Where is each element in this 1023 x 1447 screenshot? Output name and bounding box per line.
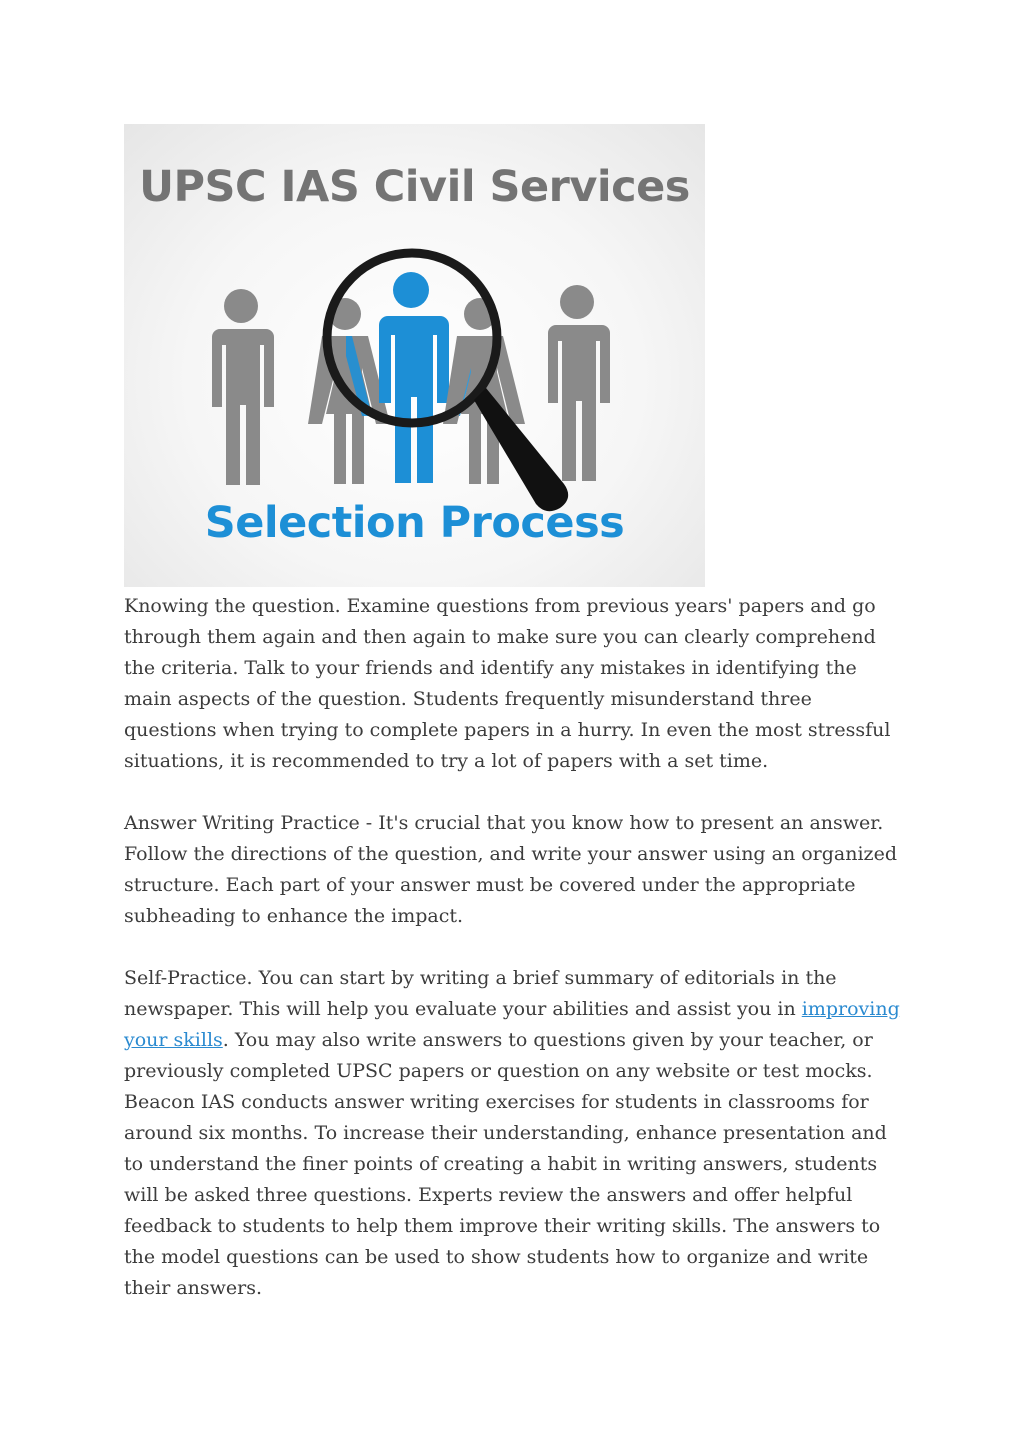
self-practice-text-end: . You may also write answers to questions given by your teacher, or previously completed UPSC papers or question on any website or test mocks. Beacon IAS conducts answer writing exercises for students in classrooms for around six months. To increase their understanding, enhance presentation and to understand the finer points of creating a habit in writing answers, students will be asked three questions. Experts review the answers and offer helpful feedback to students to help them improve their writing skills. The answers to the model questions can be used to show students how to organize and write their answers. [124,1029,887,1299]
selection-process-banner [124,124,705,587]
person-icon-left-man [212,289,274,485]
paragraph-answer-writing: Answer Writing Practice - It's crucial that you know how to present an answer. Follow the directions of the question, and write your answer using an organized structure. Each part of your answer must be covered under the appropriate subheading to enhance the impact. [124,812,897,927]
article-body [124,591,904,1304]
improving-skills-link[interactable]: improving your skills [124,998,900,1051]
banner-subtitle: Selection Process [204,498,625,548]
person-icon-center [379,272,449,483]
person-icon-right-man [548,285,610,481]
paragraph-self-practice [124,963,904,1304]
banner-title: UPSC IAS Civil Services [139,162,690,212]
paragraph-knowing-question: Knowing the question. Examine questions from previous years' papers and go through them again and then again to make sure you can clearly comprehend the criteria. Talk to your friends and identify any mistakes in identifying the main aspects of the question. Students frequently misunderstand three questions when trying to complete papers in a hurry. In even the most stressful situations, it is recommended to try a lot of papers with a set time. [124,595,891,772]
self-practice-text-start: Self-Practice. You can start by writing a brief summary of editorials in the newspaper. This will help you evaluate your abilities and assist you in [124,967,837,1020]
document-page [124,124,904,1335]
